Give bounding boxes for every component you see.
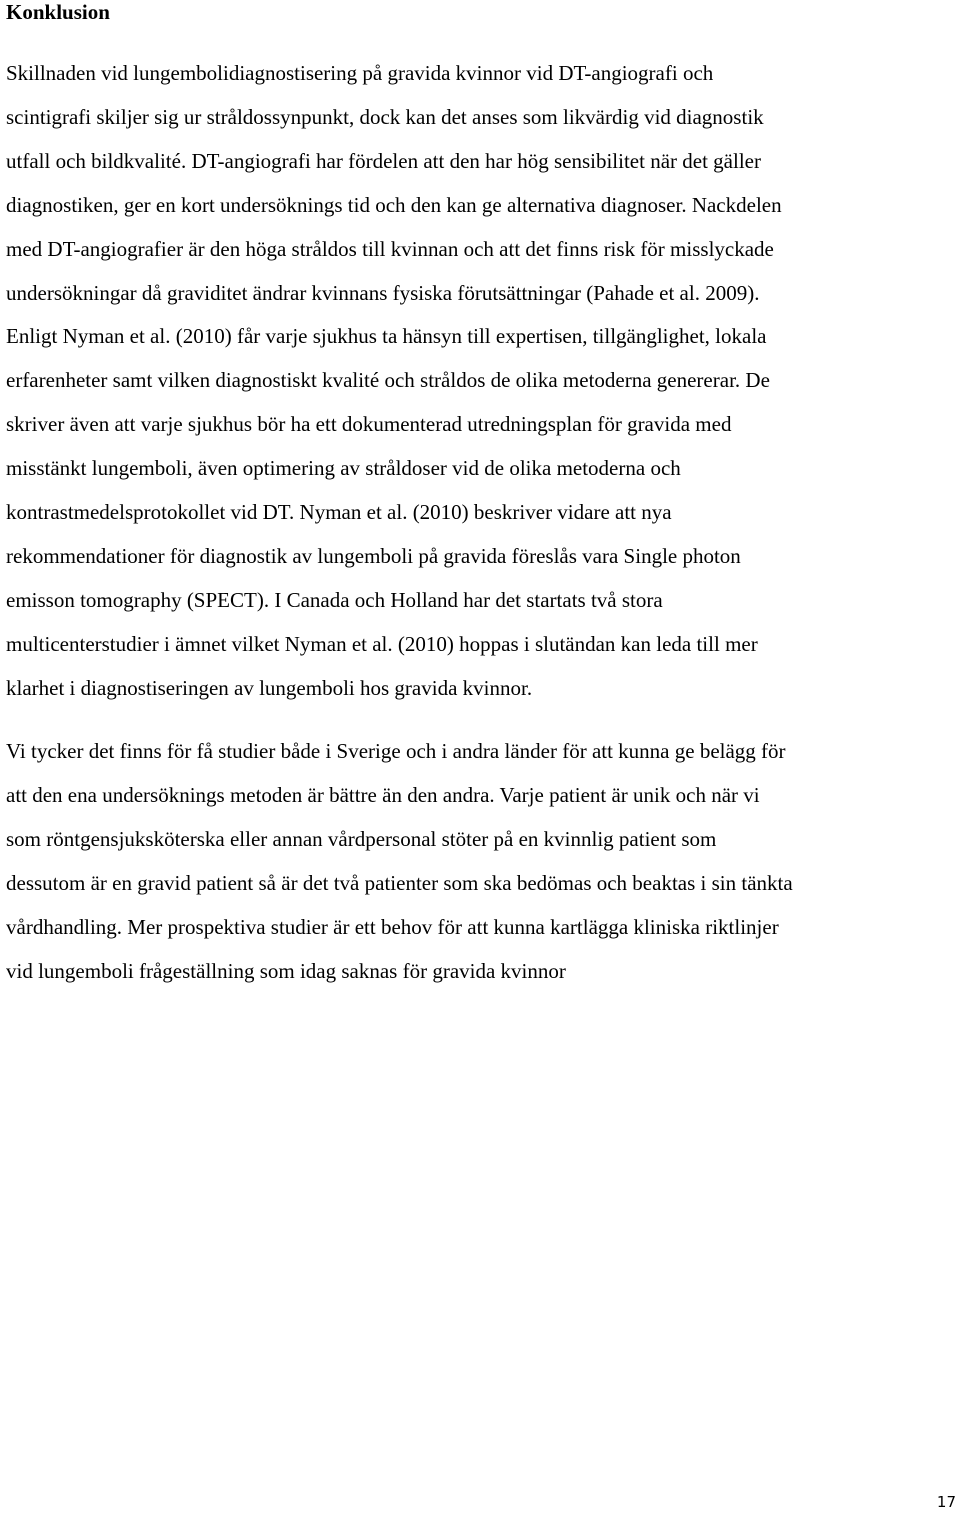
text-line: erfarenheter samt vilken diagnostiskt kvalité och stråldos de olika metoderna genererar. De [6, 368, 770, 393]
text-line: kontrastmedelsprotokollet vid DT. Nyman et al. (2010) beskriver vidare att nya [6, 500, 672, 525]
text-line: misstänkt lungemboli, även optimering av stråldoser vid de olika metoderna och [6, 456, 681, 481]
text-line: klarhet i diagnostiseringen av lungemboli hos gravida kvinnor. [6, 675, 533, 700]
paragraph-1 [6, 52, 956, 711]
text-line: undersökningar då graviditet ändrar kvinnans fysiska förutsättningar (Pahade et al. 2009). [6, 280, 760, 305]
section-heading: Konklusion [6, 0, 110, 24]
text-line: Enligt Nyman et al. (2010) får varje sjukhus ta hänsyn till expertisen, tillgänglighet, lokala [6, 324, 767, 349]
text-line: med DT-angiografier är den höga stråldos till kvinnan och att det finns risk för misslyckade [6, 236, 774, 261]
text-line: dessutom är en gravid patient så är det två patienter som ska bedömas och beaktas i sin tänkta [6, 870, 793, 895]
text-line: som röntgensjuksköterska eller annan vårdpersonal stöter på en kvinnlig patient som [6, 826, 717, 851]
text-line: multicenterstudier i ämnet vilket Nyman et al. (2010) hoppas i slutändan kan leda till mer [6, 631, 758, 656]
text-line: emisson tomography (SPECT). I Canada och Holland har det startats två stora [6, 587, 663, 612]
text-line: Skillnaden vid lungembolidiagnostisering på gravida kvinnor vid DT-angiografi och [6, 61, 714, 85]
text-line: vårdhandling. Mer prospektiva studier är ett behov för att kunna kartlägga kliniska riktlinjer [6, 914, 779, 939]
page-number: 17 [936, 1493, 956, 1511]
text-line: diagnostiken, ger en kort undersöknings tid och den kan ge alternativa diagnoser. Nackdelen [6, 192, 782, 217]
paragraph-2 [6, 730, 956, 993]
text-line: scintigrafi skiljer sig ur stråldossynpunkt, dock kan det anses som likvärdig vid diagnostik [6, 104, 764, 129]
text-line: rekommendationer för diagnostik av lungemboli på gravida föreslås vara Single photon [6, 543, 741, 568]
text-line: Vi tycker det finns för få studier både i Sverige och i andra länder för att kunna ge belägg för [6, 739, 786, 763]
text-line: skriver även att varje sjukhus bör ha ett dokumenterad utredningsplan för gravida med [6, 412, 732, 437]
text-line: utfall och bildkvalité. DT-angiografi har fördelen att den har hög sensibilitet när det gäller [6, 148, 761, 173]
text-line: vid lungemboli frågeställning som idag saknas för gravida kvinnor [6, 958, 566, 983]
text-line: att den ena undersöknings metoden är bättre än den andra. Varje patient är unik och när vi [6, 782, 760, 807]
